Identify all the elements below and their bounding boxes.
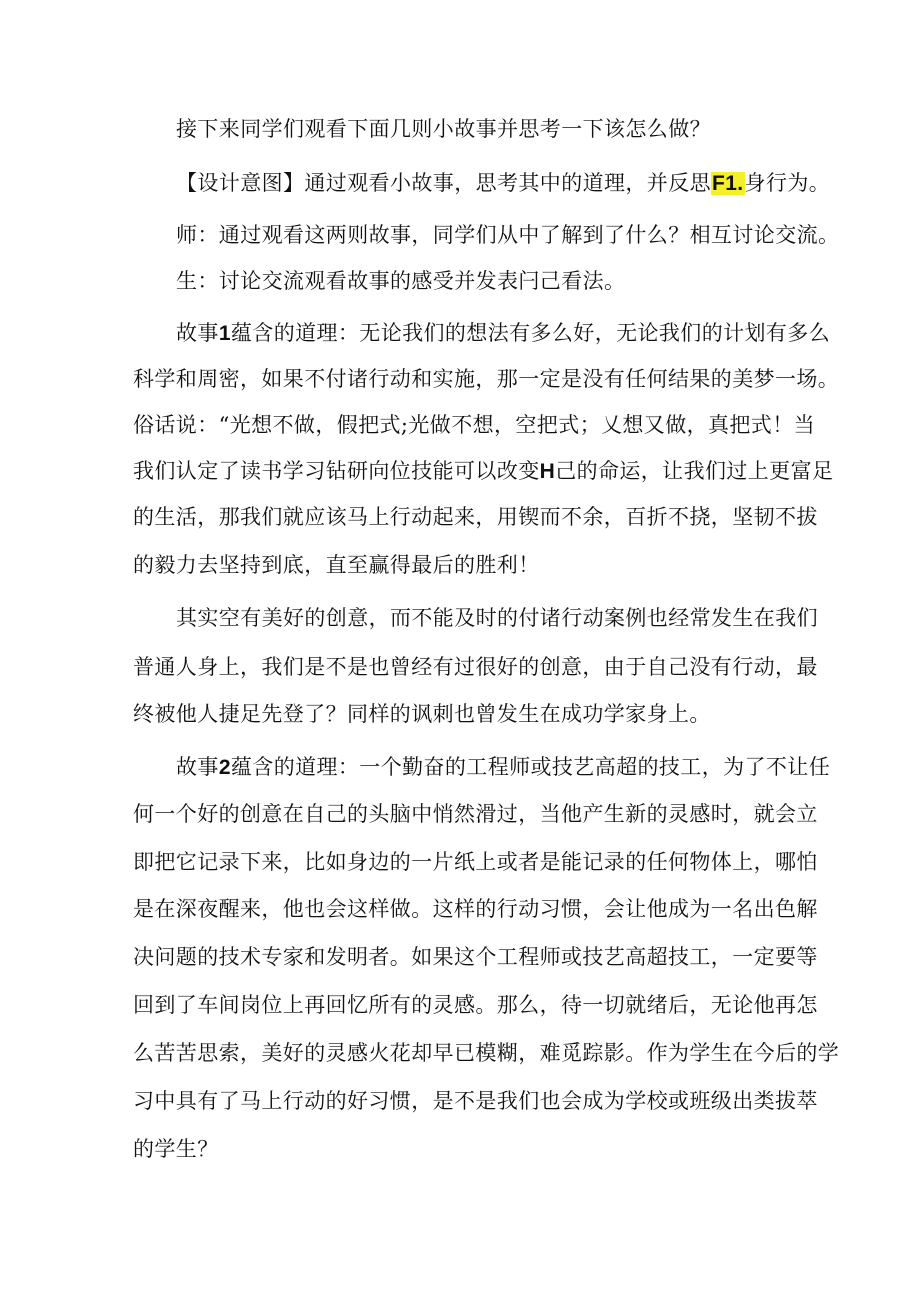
- student-line: 生：讨论交流观看故事的感受并发表闩己看法。: [176, 269, 626, 293]
- para-line-2: 普通人身上，我们是不是也曾经有过很好的创意，由于自己没有行动，最: [133, 655, 818, 679]
- story1-line-4-mark: H: [539, 460, 556, 483]
- teacher-line: 师：通过观看这两则故事，同学们从中了解到了什么？相互讨论交流。: [176, 223, 840, 247]
- story2-line-7: 么苦苦思索，美好的灵感火花却早已模糊，难觅踪影。作为学生在今后的学: [133, 1041, 840, 1065]
- design-intent-tail: 身行为。: [744, 171, 831, 195]
- para-line-3: 终被他人捷足先登了？同样的讽刺也曾发生在成功学家身上。: [133, 702, 711, 726]
- intro-line: 接下来同学们观看下面几则小故事并思考一下该怎么做？: [176, 117, 711, 141]
- story2-line-5: 决问题的技术专家和发明者。如果这个工程师或技艺高超技工，一定要等: [133, 945, 818, 969]
- story1-text: 蕴含的道理：无论我们的想法有多么好，无论我们的计划有多么: [230, 321, 831, 345]
- story2-line-6: 回到了车间岗位上再回忆所有的灵感。那么，待一切就绪后，无论他再怎: [133, 993, 818, 1017]
- story1-line-6: 的毅力去坚持到底，直至赢得最后的胜利！: [133, 553, 540, 577]
- highlighted-mark: F1.: [712, 172, 744, 195]
- story2-line-8: 习中具有了马上行动的好习惯，是不是我们也会成为学校或班级出类拔萃: [133, 1089, 818, 1113]
- story1-number: 1: [218, 322, 231, 345]
- story1-line-1: [176, 318, 830, 349]
- story2-line-9: 的学生？: [133, 1137, 219, 1161]
- story2-line-4: 是在深夜醒来，他也会这样做。这样的行动习惯，会让他成为一名出色解: [133, 897, 818, 921]
- para-line-1: 其实空有美好的创意，而不能及时的付诸行动案例也经常发生在我们: [176, 606, 818, 630]
- story1-line-4-tail: 己的命运，让我们过上更富足: [555, 459, 834, 483]
- design-intent-text: 【设计意图】通过观看小故事，思考其中的道理，并反思: [176, 171, 711, 195]
- story2-line-1: [176, 752, 830, 783]
- story1-label: 故事: [176, 321, 219, 345]
- story2-text: 蕴含的道理：一个勤奋的工程师或技艺高超的技工，为了不让任: [230, 755, 831, 779]
- story1-line-3: 俗话说：“光想不做，假把式;光做不想，空把式；乂想又做，真把式！当: [133, 413, 816, 437]
- story1-line-4: [133, 456, 833, 487]
- story1-line-2: 科学和周密，如果不付诸行动和实施，那一定是没有任何结果的美梦一场。: [133, 367, 840, 391]
- story1-line-5: 的生活，那我们就应该马上行动起来，用锲而不余，百折不挠，坚韧不拔: [133, 505, 818, 529]
- story2-label: 故事: [176, 755, 219, 779]
- story2-line-3: 即把它记录下来，比如身边的一片纸上或者是能记录的任何物体上，哪怕: [133, 850, 818, 874]
- design-intent-line: [176, 168, 830, 199]
- story1-line-4-text: 我们认定了读书学习钻研向位技能可以改变: [133, 459, 540, 483]
- story2-number: 2: [218, 756, 231, 779]
- story2-line-2: 何一个好的创意在自己的头脑中悄然滑过，当他产生新的灵感时，就会立: [133, 802, 818, 826]
